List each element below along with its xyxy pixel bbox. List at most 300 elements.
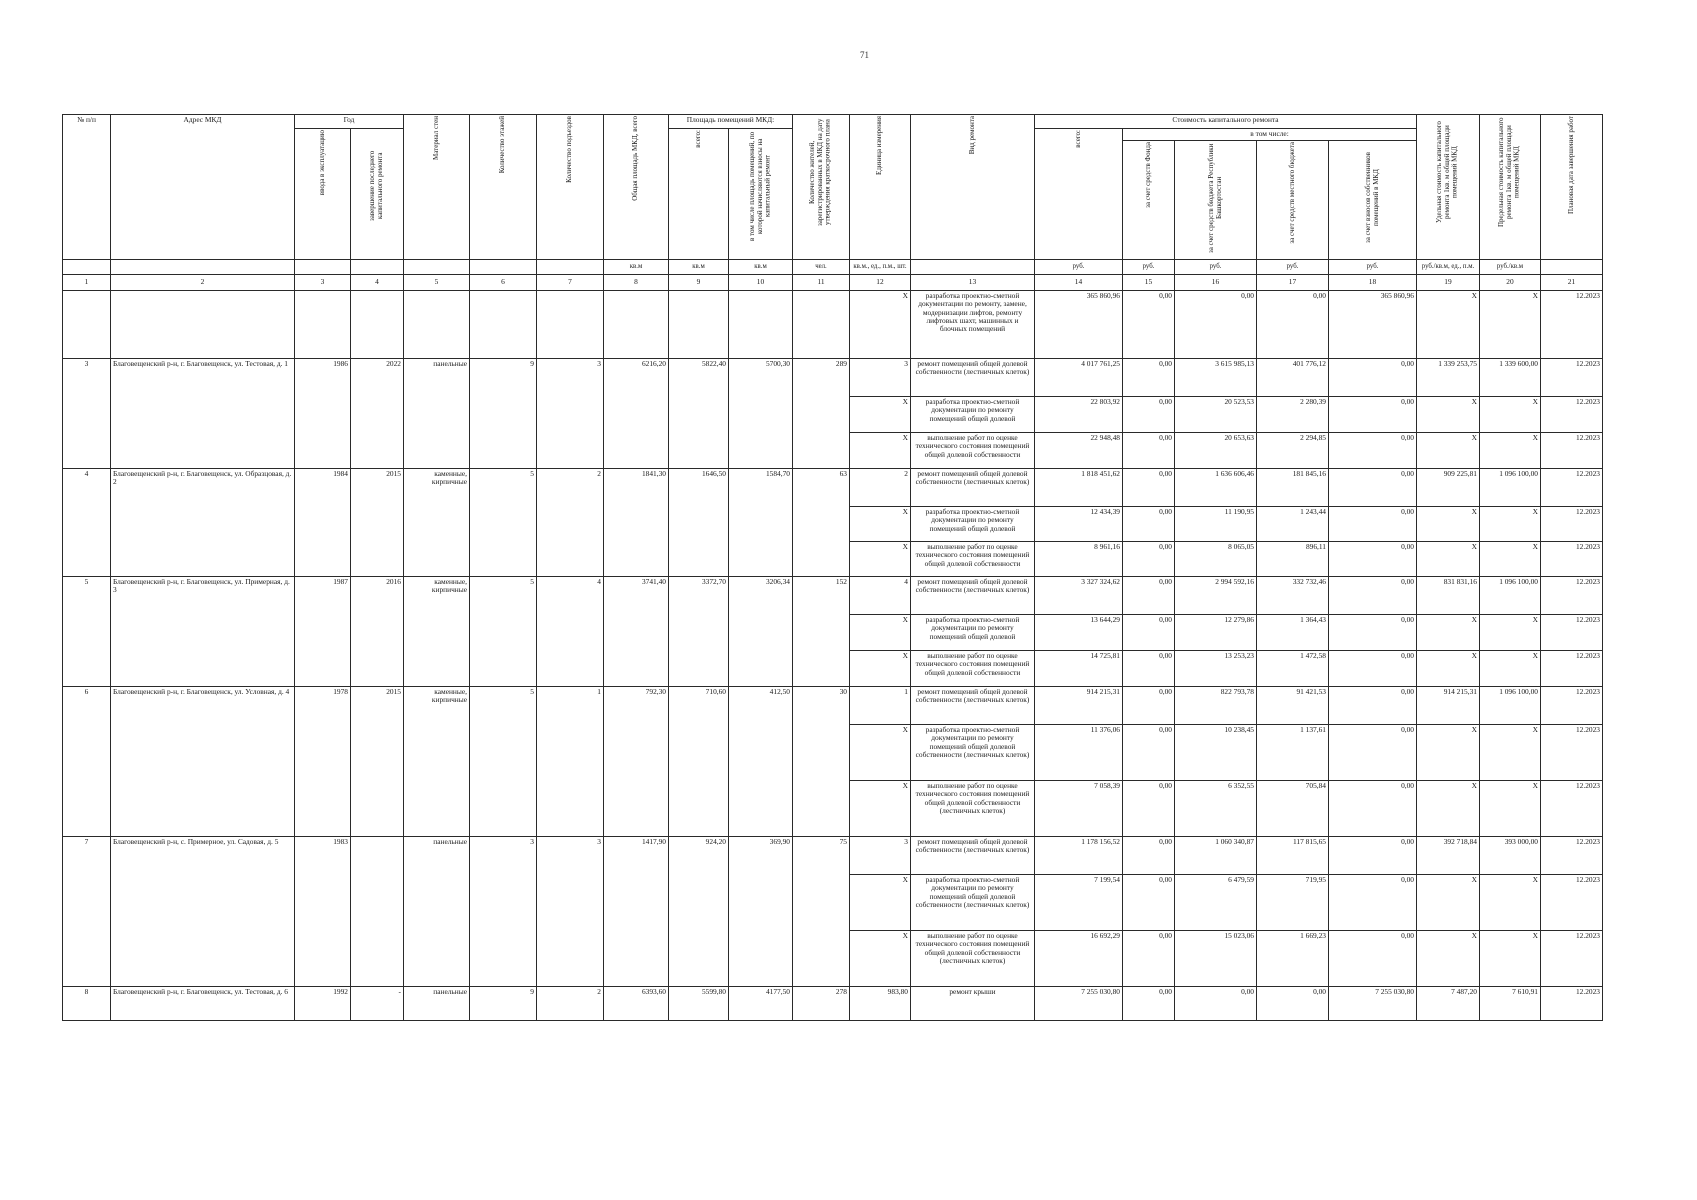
cost-rb: 11 190,95	[1175, 507, 1257, 542]
cost-total: 7 199,54	[1035, 875, 1123, 931]
empty-cell	[404, 291, 470, 359]
area-all: 5599,80	[669, 987, 729, 1021]
floors: 9	[470, 359, 537, 469]
col-number: 3	[295, 275, 351, 291]
wall-material: каменные, кирпичные	[404, 469, 470, 577]
col-number: 5	[404, 275, 470, 291]
cost-total: 22 803,92	[1035, 397, 1123, 433]
cost-rb: 8 065,05	[1175, 542, 1257, 577]
year-repair: 2015	[351, 469, 404, 577]
work-type: разработка проектно-сметной документации по ремонту, замене, модернизации лифтов, ремонту лифтовых шахт, машинных и блочных помещений	[911, 291, 1035, 359]
header-repair-type: Вид ремонта	[911, 115, 1035, 260]
cost-local: 705,84	[1257, 781, 1329, 837]
work-unit: X	[850, 507, 911, 542]
year-repair: 2015	[351, 687, 404, 837]
cost-fund: 0,00	[1123, 687, 1175, 725]
limit-cost: X	[1480, 397, 1541, 433]
wall-material: панельные	[404, 987, 470, 1021]
area-contrib: 1584,70	[729, 469, 793, 577]
building-address: Благовещенский р-н, г. Благовещенск, ул. Условная, д. 4	[111, 687, 295, 837]
unit-cell: руб./кв.м, ед., п.м.	[1417, 260, 1480, 275]
cost-owners: 0,00	[1329, 433, 1417, 469]
planned-date: 12.2023	[1541, 931, 1603, 987]
cost-owners: 365 860,96	[1329, 291, 1417, 359]
year-built: 1983	[295, 837, 351, 987]
header-planned-date: Плановая дата завершения работ	[1541, 115, 1603, 260]
cost-fund: 0,00	[1123, 725, 1175, 781]
cost-local: 117 815,65	[1257, 837, 1329, 875]
cost-owners: 0,00	[1329, 781, 1417, 837]
entrances: 3	[537, 359, 604, 469]
table-row	[63, 837, 1603, 875]
limit-cost: 1 339 600,00	[1480, 359, 1541, 397]
floors: 5	[470, 469, 537, 577]
capital-repair-table-sheet	[62, 114, 1603, 1021]
wall-material: панельные	[404, 359, 470, 469]
cost-local: 401 776,12	[1257, 359, 1329, 397]
unit-cell	[63, 260, 111, 275]
residents: 278	[793, 987, 850, 1021]
work-unit: X	[850, 542, 911, 577]
cost-owners: 0,00	[1329, 469, 1417, 507]
cost-rb: 0,00	[1175, 291, 1257, 359]
col-number: 2	[111, 275, 295, 291]
cost-total: 11 376,06	[1035, 725, 1123, 781]
unit-cell: кв.м	[669, 260, 729, 275]
cost-total: 7 058,39	[1035, 781, 1123, 837]
header-specific-cost: Удельная стоимость капитального ремонта 1кв. м общей площади помещений МКД	[1417, 115, 1480, 260]
header-area-group: Площадь помещений МКД:	[669, 115, 793, 129]
header-cost-fund: за счет средств Фонда	[1123, 141, 1175, 260]
planned-date: 12.2023	[1541, 577, 1603, 615]
limit-cost: X	[1480, 542, 1541, 577]
specific-cost: X	[1417, 433, 1480, 469]
area-contrib: 369,90	[729, 837, 793, 987]
unit-cell	[911, 260, 1035, 275]
year-built: 1992	[295, 987, 351, 1021]
cost-total: 365 860,96	[1035, 291, 1123, 359]
year-built: 1978	[295, 687, 351, 837]
cost-owners: 0,00	[1329, 837, 1417, 875]
header-cost-owners: за счет взносов собственников помещений в МКД	[1329, 141, 1417, 260]
col-number: 10	[729, 275, 793, 291]
row-number: 6	[63, 687, 111, 837]
col-number: 14	[1035, 275, 1123, 291]
col-number: 15	[1123, 275, 1175, 291]
limit-cost: 393 000,00	[1480, 837, 1541, 875]
unit-cell: руб.	[1123, 260, 1175, 275]
header-residents: Количество жителей, зарегистрированных в МКД на дату утверждения краткосрочного плана	[793, 115, 850, 260]
work-type: ремонт помещений общей долевой собственности (лестничных клеток)	[911, 359, 1035, 397]
header-material: Материал стен	[404, 115, 470, 260]
cost-owners: 0,00	[1329, 577, 1417, 615]
wall-material: каменные, кирпичные	[404, 577, 470, 687]
work-type: выполнение работ по оценке технического состояния помещений общей долевой собственности	[911, 542, 1035, 577]
planned-date: 12.2023	[1541, 651, 1603, 687]
year-repair	[351, 837, 404, 987]
work-type: разработка проектно-сметной документации по ремонту помещений общей долевой	[911, 397, 1035, 433]
col-number: 8	[604, 275, 669, 291]
cost-total: 4 017 761,25	[1035, 359, 1123, 397]
table-header	[63, 115, 1603, 291]
cost-local: 0,00	[1257, 291, 1329, 359]
work-type: разработка проектно-сметной документации по ремонту помещений общей долевой собственности (лестничных клеток)	[911, 725, 1035, 781]
col-number: 18	[1329, 275, 1417, 291]
year-repair: 2016	[351, 577, 404, 687]
header-cost-rb: за счет средств бюджета Республики Башкортостан	[1175, 141, 1257, 260]
col-number: 6	[470, 275, 537, 291]
floors: 9	[470, 987, 537, 1021]
cost-fund: 0,00	[1123, 542, 1175, 577]
planned-date: 12.2023	[1541, 987, 1603, 1021]
wall-material: каменные, кирпичные	[404, 687, 470, 837]
unit-cell: руб.	[1175, 260, 1257, 275]
limit-cost: X	[1480, 615, 1541, 651]
cost-local: 1 137,61	[1257, 725, 1329, 781]
cost-rb: 20 653,63	[1175, 433, 1257, 469]
cost-total: 22 948,48	[1035, 433, 1123, 469]
cost-local: 1 243,44	[1257, 507, 1329, 542]
work-unit: 1	[850, 687, 911, 725]
work-type: ремонт крыши	[911, 987, 1035, 1021]
unit-cell: руб.	[1329, 260, 1417, 275]
cost-fund: 0,00	[1123, 359, 1175, 397]
building-address: Благовещенский р-н, г. Благовещенск, ул. Тестовая, д. 6	[111, 987, 295, 1021]
limit-cost: X	[1480, 875, 1541, 931]
limit-cost: X	[1480, 433, 1541, 469]
cost-rb: 6 352,55	[1175, 781, 1257, 837]
unit-cell: руб.	[1257, 260, 1329, 275]
cost-local: 896,11	[1257, 542, 1329, 577]
header-cost-total: всего:	[1035, 129, 1123, 260]
limit-cost: 1 096 100,00	[1480, 577, 1541, 615]
cost-owners: 0,00	[1329, 507, 1417, 542]
entrances: 3	[537, 837, 604, 987]
limit-cost: 1 096 100,00	[1480, 469, 1541, 507]
area-all: 3372,70	[669, 577, 729, 687]
unit-cell: кв.м	[604, 260, 669, 275]
header-area-all: всего:	[669, 129, 729, 260]
unit-cell	[111, 260, 295, 275]
work-type: разработка проектно-сметной документации по ремонту помещений общей долевой	[911, 615, 1035, 651]
cost-total: 12 434,39	[1035, 507, 1123, 542]
header-entrances: Количество подъездов	[537, 115, 604, 260]
unit-cell	[295, 260, 351, 275]
continuation-row	[63, 291, 1603, 359]
col-number: 19	[1417, 275, 1480, 291]
area-contrib: 3206,34	[729, 577, 793, 687]
work-type: ремонт помещений общей долевой собственности (лестничных клеток)	[911, 469, 1035, 507]
unit-cell: руб.	[1035, 260, 1123, 275]
planned-date: 12.2023	[1541, 781, 1603, 837]
cost-rb: 3 615 985,13	[1175, 359, 1257, 397]
row-number: 3	[63, 359, 111, 469]
cost-local: 719,95	[1257, 875, 1329, 931]
area-contrib: 4177,50	[729, 987, 793, 1021]
cost-rb: 1 636 606,46	[1175, 469, 1257, 507]
building-address: Благовещенский р-н, г. Благовещенск, ул. Тестовая, д. 1	[111, 359, 295, 469]
cost-local: 2 294,85	[1257, 433, 1329, 469]
area-contrib: 412,50	[729, 687, 793, 837]
work-unit: X	[850, 651, 911, 687]
work-type: разработка проектно-сметной документации по ремонту помещений общей долевой	[911, 507, 1035, 542]
work-unit: X	[850, 397, 911, 433]
entrances: 1	[537, 687, 604, 837]
area-all: 924,20	[669, 837, 729, 987]
residents: 152	[793, 577, 850, 687]
year-repair: 2022	[351, 359, 404, 469]
row-number: 5	[63, 577, 111, 687]
work-unit: X	[850, 291, 911, 359]
empty-cell	[537, 291, 604, 359]
cost-rb: 0,00	[1175, 987, 1257, 1021]
row-number: 8	[63, 987, 111, 1021]
header-cost-group: Стоимость капитального ремонта	[1035, 115, 1417, 129]
capital-repair-table	[62, 114, 1603, 1021]
cost-total: 3 327 324,62	[1035, 577, 1123, 615]
unit-cell: кв.м	[729, 260, 793, 275]
cost-total: 7 255 030,80	[1035, 987, 1123, 1021]
work-type: выполнение работ по оценке технического состояния помещений общей долевой собственности	[911, 433, 1035, 469]
planned-date: 12.2023	[1541, 837, 1603, 875]
cost-fund: 0,00	[1123, 507, 1175, 542]
col-number: 16	[1175, 275, 1257, 291]
cost-owners: 0,00	[1329, 542, 1417, 577]
limit-cost: X	[1480, 781, 1541, 837]
area-all: 710,60	[669, 687, 729, 837]
planned-date: 12.2023	[1541, 725, 1603, 781]
cost-fund: 0,00	[1123, 433, 1175, 469]
header-cost-local: за счет средств местного бюджета	[1257, 141, 1329, 260]
planned-date: 12.2023	[1541, 687, 1603, 725]
header-area-contrib: в том числе площадь помещений, по которой начисляются взносы на капитальный ремонт	[729, 129, 793, 260]
cost-fund: 0,00	[1123, 875, 1175, 931]
building-address: Благовещенский р-н, с. Примерное, ул. Садовая, д. 5	[111, 837, 295, 987]
cost-owners: 0,00	[1329, 397, 1417, 433]
year-built: 1987	[295, 577, 351, 687]
col-number: 13	[911, 275, 1035, 291]
cost-fund: 0,00	[1123, 931, 1175, 987]
planned-date: 12.2023	[1541, 397, 1603, 433]
empty-cell	[351, 291, 404, 359]
cost-local: 1 472,58	[1257, 651, 1329, 687]
cost-owners: 0,00	[1329, 687, 1417, 725]
col-number: 4	[351, 275, 404, 291]
specific-cost: 1 339 253,75	[1417, 359, 1480, 397]
specific-cost: 909 225,81	[1417, 469, 1480, 507]
area-all: 5822,40	[669, 359, 729, 469]
cost-total: 1 178 156,52	[1035, 837, 1123, 875]
header-area-total: Общая площадь МКД, всего	[604, 115, 669, 260]
col-number: 1	[63, 275, 111, 291]
page-number: 71	[860, 50, 869, 60]
planned-date: 12.2023	[1541, 542, 1603, 577]
unit-cell	[470, 260, 537, 275]
area-total: 792,30	[604, 687, 669, 837]
cost-local: 91 421,53	[1257, 687, 1329, 725]
work-unit: X	[850, 433, 911, 469]
planned-date: 12.2023	[1541, 507, 1603, 542]
area-total: 1417,90	[604, 837, 669, 987]
planned-date: 12.2023	[1541, 615, 1603, 651]
entrances: 2	[537, 987, 604, 1021]
cost-total: 914 215,31	[1035, 687, 1123, 725]
empty-cell	[470, 291, 537, 359]
empty-cell	[604, 291, 669, 359]
cost-rb: 2 994 592,16	[1175, 577, 1257, 615]
specific-cost: 914 215,31	[1417, 687, 1480, 725]
work-unit: X	[850, 781, 911, 837]
cost-local: 1 364,43	[1257, 615, 1329, 651]
header-floors: Количество этажей	[470, 115, 537, 260]
work-unit: 3	[850, 359, 911, 397]
cost-owners: 0,00	[1329, 615, 1417, 651]
year-built: 1986	[295, 359, 351, 469]
unit-cell: кв.м., ед., п.м., шт.	[850, 260, 911, 275]
area-total: 1841,30	[604, 469, 669, 577]
work-type: ремонт помещений общей долевой собственности (лестничных клеток)	[911, 837, 1035, 875]
building-address: Благовещенский р-н, г. Благовещенск, ул. Образцовая, д. 2	[111, 469, 295, 577]
limit-cost: X	[1480, 931, 1541, 987]
unit-cell	[351, 260, 404, 275]
work-type: ремонт помещений общей долевой собственности (лестничных клеток)	[911, 687, 1035, 725]
work-unit: X	[850, 725, 911, 781]
planned-date: 12.2023	[1541, 875, 1603, 931]
area-total: 6393,60	[604, 987, 669, 1021]
work-unit: X	[850, 615, 911, 651]
empty-cell	[111, 291, 295, 359]
area-contrib: 5700,30	[729, 359, 793, 469]
limit-cost: 1 096 100,00	[1480, 687, 1541, 725]
table-row	[63, 687, 1603, 725]
specific-cost: X	[1417, 291, 1480, 359]
cost-total: 1 818 451,62	[1035, 469, 1123, 507]
cost-fund: 0,00	[1123, 781, 1175, 837]
area-total: 6216,20	[604, 359, 669, 469]
empty-cell	[295, 291, 351, 359]
table-row	[63, 359, 1603, 397]
row-number: 4	[63, 469, 111, 577]
cost-local: 1 669,23	[1257, 931, 1329, 987]
cost-fund: 0,00	[1123, 615, 1175, 651]
units-row	[63, 260, 1603, 275]
cost-rb: 822 793,78	[1175, 687, 1257, 725]
empty-cell	[669, 291, 729, 359]
header-address: Адрес МКД	[111, 115, 295, 260]
header-year-repair: завершение последнего капитального ремонта	[351, 129, 404, 260]
area-all: 1646,50	[669, 469, 729, 577]
cost-local: 332 732,46	[1257, 577, 1329, 615]
cost-local: 0,00	[1257, 987, 1329, 1021]
empty-cell	[729, 291, 793, 359]
specific-cost: X	[1417, 781, 1480, 837]
work-type: выполнение работ по оценке технического состояния помещений общей долевой собственности (лестничных клеток)	[911, 781, 1035, 837]
year-repair: -	[351, 987, 404, 1021]
residents: 63	[793, 469, 850, 577]
unit-cell	[404, 260, 470, 275]
header-limit-cost: Предельная стоимость капитального ремонта 1кв. м общей площади помещений МКД	[1480, 115, 1541, 260]
limit-cost: X	[1480, 725, 1541, 781]
cost-total: 16 692,29	[1035, 931, 1123, 987]
col-number: 9	[669, 275, 729, 291]
wall-material: панельные	[404, 837, 470, 987]
header-num: № п/п	[63, 115, 111, 260]
specific-cost: X	[1417, 875, 1480, 931]
row-number: 7	[63, 837, 111, 987]
specific-cost: X	[1417, 507, 1480, 542]
work-type: разработка проектно-сметной документации по ремонту помещений общей долевой собственности (лестничных клеток)	[911, 875, 1035, 931]
col-number: 7	[537, 275, 604, 291]
cost-fund: 0,00	[1123, 397, 1175, 433]
header-year-built: ввода в эксплуатацию	[295, 129, 351, 260]
column-numbers-row	[63, 275, 1603, 291]
planned-date: 12.2023	[1541, 359, 1603, 397]
header-unit: Единица измерения	[850, 115, 911, 260]
residents: 30	[793, 687, 850, 837]
cost-local: 2 280,39	[1257, 397, 1329, 433]
empty-cell	[793, 291, 850, 359]
work-type: выполнение работ по оценке технического состояния помещений общей долевой собственности	[911, 651, 1035, 687]
cost-fund: 0,00	[1123, 469, 1175, 507]
specific-cost: X	[1417, 725, 1480, 781]
area-total: 3741,40	[604, 577, 669, 687]
work-unit: 4	[850, 577, 911, 615]
work-unit: X	[850, 931, 911, 987]
limit-cost: 7 610,91	[1480, 987, 1541, 1021]
col-number: 21	[1541, 275, 1603, 291]
cost-fund: 0,00	[1123, 837, 1175, 875]
work-unit: 3	[850, 837, 911, 875]
limit-cost: X	[1480, 291, 1541, 359]
cost-rb: 15 023,06	[1175, 931, 1257, 987]
cost-fund: 0,00	[1123, 651, 1175, 687]
specific-cost: 392 718,84	[1417, 837, 1480, 875]
cost-owners: 0,00	[1329, 875, 1417, 931]
entrances: 4	[537, 577, 604, 687]
specific-cost: 7 487,20	[1417, 987, 1480, 1021]
specific-cost: X	[1417, 931, 1480, 987]
cost-total: 13 644,29	[1035, 615, 1123, 651]
floors: 5	[470, 577, 537, 687]
specific-cost: X	[1417, 615, 1480, 651]
floors: 3	[470, 837, 537, 987]
planned-date: 12.2023	[1541, 433, 1603, 469]
specific-cost: X	[1417, 651, 1480, 687]
specific-cost: X	[1417, 397, 1480, 433]
limit-cost: X	[1480, 651, 1541, 687]
cost-local: 181 845,16	[1257, 469, 1329, 507]
col-number: 12	[850, 275, 911, 291]
specific-cost: 831 831,16	[1417, 577, 1480, 615]
table-row	[63, 577, 1603, 615]
cost-owners: 0,00	[1329, 359, 1417, 397]
work-unit: 983,80	[850, 987, 911, 1021]
table-row	[63, 987, 1603, 1021]
cost-rb: 12 279,86	[1175, 615, 1257, 651]
table-body	[63, 291, 1603, 1021]
specific-cost: X	[1417, 542, 1480, 577]
work-unit: 2	[850, 469, 911, 507]
cost-rb: 1 060 340,87	[1175, 837, 1257, 875]
residents: 289	[793, 359, 850, 469]
year-built: 1984	[295, 469, 351, 577]
building-address: Благовещенский р-н, г. Благовещенск, ул. Примерная, д. 3	[111, 577, 295, 687]
work-unit: X	[850, 875, 911, 931]
table-row	[63, 469, 1603, 507]
cost-owners: 0,00	[1329, 931, 1417, 987]
cost-rb: 10 238,45	[1175, 725, 1257, 781]
residents: 75	[793, 837, 850, 987]
